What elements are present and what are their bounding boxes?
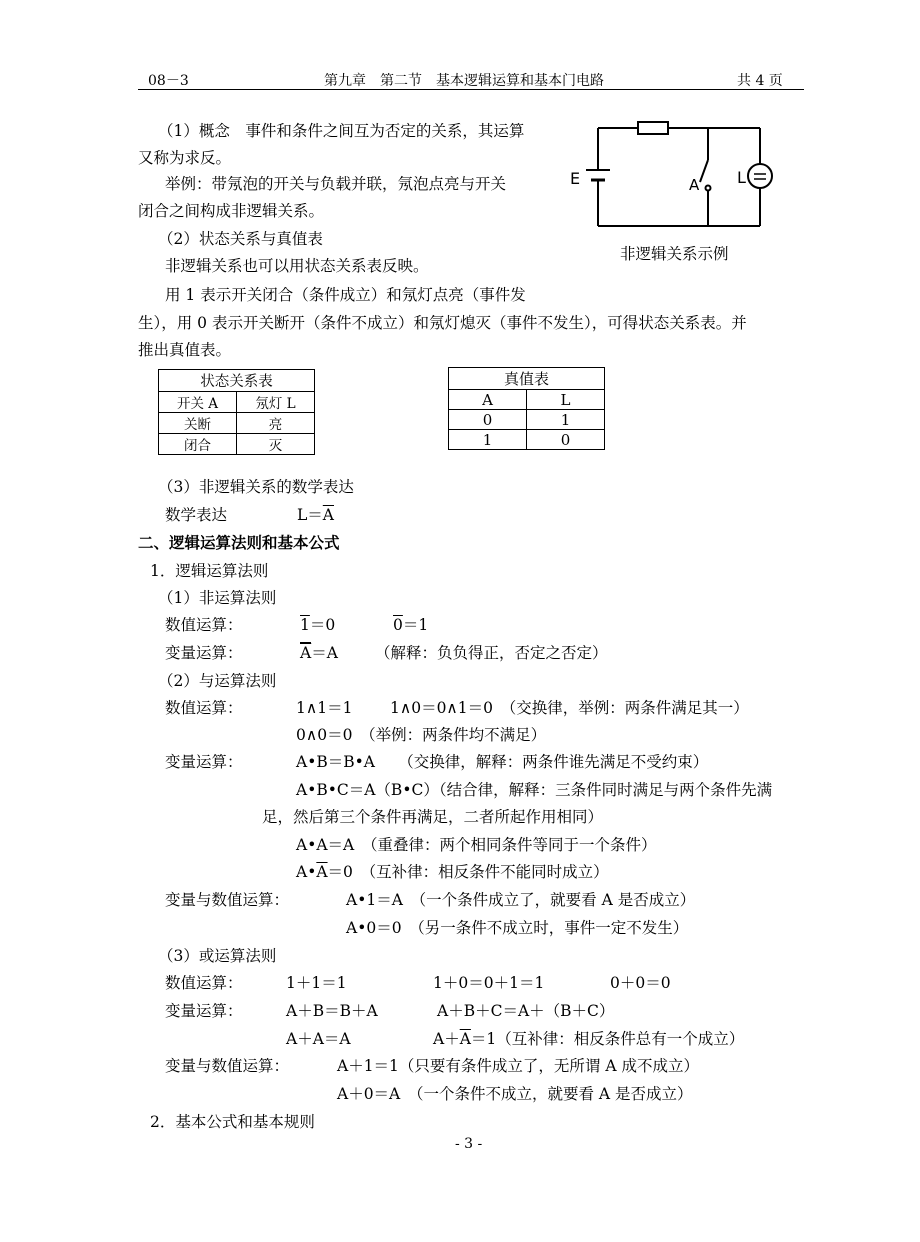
not-one: 1 <box>300 616 310 634</box>
label-a: A <box>689 176 700 194</box>
or-var-2: A＋B＋C＝A＋（B＋C） <box>437 1002 615 1020</box>
state-desc: 非逻辑关系也可以用状态关系表反映。 <box>165 257 429 275</box>
or-var-4-not-a: $\overline{A}$ <box>459 1030 471 1048</box>
or-var-label: 变量运算： <box>165 1002 243 1020</box>
math-expression <box>297 505 334 525</box>
and-mix-1: A•1＝A （一个条件成立了，就要看 A 是否成立） <box>346 891 696 909</box>
not-num-1 <box>300 615 335 635</box>
or-var-4 <box>433 1029 744 1049</box>
math-title: （3）非逻辑关系的数学表达 <box>158 478 354 496</box>
or-num-2: 1＋0＝0＋1＝1 <box>433 974 545 992</box>
or-var-4-post: ＝1（互补律：相反条件总有一个成立） <box>470 1030 745 1048</box>
or-var-1: A＋B＝B＋A <box>286 1002 378 1020</box>
example-line-2: 闭合之间构成非逻辑关系。 <box>138 202 325 220</box>
state-table-header: 开关 A <box>159 392 237 413</box>
state-table <box>158 369 315 455</box>
header-left: 08－3 <box>148 73 189 89</box>
not-num-2 <box>393 615 428 635</box>
math-label: 数学表达 <box>165 506 228 524</box>
truth-table-header: L <box>527 390 605 410</box>
not-title: （1）非运算法则 <box>158 589 277 607</box>
and-mix-2: A•0＝0 （另一条件不成立时，事件一定不发生） <box>346 919 689 937</box>
page-number: - 3 - <box>455 1136 483 1152</box>
header-right: 共 4 页 <box>737 73 783 89</box>
or-mix-1: A＋1＝1（只要有条件成立了，无所谓 A 成不成立） <box>337 1057 699 1075</box>
and-var-4-not-a: $\overline{A}$ <box>316 863 328 881</box>
section2-title: 二、逻辑运算法则和基本公式 <box>138 533 340 552</box>
concept-line-2: 又称为求反。 <box>138 149 232 167</box>
switch-blade-icon <box>700 160 708 182</box>
state-table-header: 氖灯 L <box>237 392 315 413</box>
and-var-4-post: ＝0 （互补律：相反条件不能同时成立） <box>327 863 609 881</box>
truth-table-cell: 0 <box>527 430 605 450</box>
label-l: L <box>737 168 746 187</box>
and-var-3: A•A＝A （重叠律：两个相同条件等同于一个条件） <box>296 836 657 854</box>
concept-line-1: （1）概念 事件和条件之间互为否定的关系，其运算 <box>158 122 525 140</box>
math-expr-lhs: L＝ <box>297 506 323 524</box>
and-var-2b: 足，然后第三个条件再满足，二者所起作用相同） <box>262 808 604 826</box>
not-zero-result: ＝1 <box>402 616 429 634</box>
state-table-title: 状态关系表 <box>159 370 315 392</box>
or-mix-2: A＋0＝A （一个条件不成立，就要看 A 是否成立） <box>337 1085 693 1103</box>
rule-line-1: 用 1 表示开关闭合（条件成立）和氖灯点亮（事件发 <box>165 286 526 304</box>
and-var-4-pre: A• <box>296 863 317 881</box>
header-center: 第九章 第二节 基本逻辑运算和基本门电路 <box>324 73 604 89</box>
not-var-label: 变量运算： <box>165 644 243 662</box>
neon-lamp-icon <box>748 164 772 188</box>
or-num-3: 0＋0＝0 <box>610 974 671 992</box>
or-title: （3）或运算法则 <box>158 947 277 965</box>
not-one-result: ＝0 <box>309 616 336 634</box>
state-table-cell: 关断 <box>159 413 237 434</box>
truth-table-cell: 1 <box>527 410 605 430</box>
truth-table-title: 真值表 <box>449 368 605 390</box>
or-mix-label: 变量与数值运算： <box>165 1057 290 1075</box>
not-var-expr <box>300 643 338 663</box>
truth-table-header: A <box>449 390 527 410</box>
double-not-result: ＝A <box>311 644 338 662</box>
or-num-1: 1＋1＝1 <box>286 974 347 992</box>
rule-line-3: 推出真值表。 <box>138 341 232 359</box>
and-num-3: 0∧0＝0 （举例：两条件均不满足） <box>296 726 547 744</box>
and-var-1: A•B＝B•A （交换律，解释：两条件谁先满足不受约束） <box>296 753 709 771</box>
and-num-label: 数值运算： <box>165 699 243 717</box>
figure-caption: 非逻辑关系示例 <box>620 245 729 263</box>
switch-contact-icon <box>706 186 711 191</box>
state-table-cell: 闭合 <box>159 434 237 455</box>
not-num-label: 数值运算： <box>165 616 243 634</box>
double-not-a: $\overline{A}$ <box>300 644 312 662</box>
math-expr-not-a: $\overline{A}$ <box>322 506 334 524</box>
and-num-1: 1∧1＝1 <box>296 699 353 717</box>
state-title: （2）状态关系与真值表 <box>158 230 323 248</box>
header-rule <box>138 89 804 90</box>
and-var-4 <box>296 862 609 882</box>
or-num-label: 数值运算： <box>165 974 243 992</box>
or-var-3: A＋A＝A <box>286 1030 351 1048</box>
rule-line-2: 生），用 0 表示开关断开（条件不成立）和氖灯熄灭（事件不发生），可得状态关系表。并 <box>138 314 747 332</box>
state-table-cell: 亮 <box>237 413 315 434</box>
resistor-icon <box>638 122 668 134</box>
not-var-note: （解释：负负得正，否定之否定） <box>375 644 608 662</box>
label-e: E <box>570 169 581 188</box>
not-zero: 0 <box>393 616 403 634</box>
and-mix-label: 变量与数值运算： <box>165 891 290 909</box>
and-var-2: A•B•C＝A（B•C）（结合律，解释：三条件同时满足与两个条件先满 <box>296 781 773 799</box>
state-table-cell: 灭 <box>237 434 315 455</box>
and-var-label: 变量运算： <box>165 753 243 771</box>
or-var-4-pre: A＋ <box>433 1030 460 1048</box>
section2-sub2: 2．基本公式和基本规则 <box>150 1113 315 1131</box>
example-line-1: 举例：带氖泡的开关与负载并联，氖泡点亮与开关 <box>165 175 507 193</box>
truth-table-cell: 0 <box>449 410 527 430</box>
and-num-2: 1∧0＝0∧1＝0 （交换律，举例：两条件满足其一） <box>390 699 749 717</box>
section2-sub1: 1．逻辑运算法则 <box>150 562 269 580</box>
truth-table-cell: 1 <box>449 430 527 450</box>
truth-table <box>448 367 605 450</box>
and-title: （2）与运算法则 <box>158 672 277 690</box>
